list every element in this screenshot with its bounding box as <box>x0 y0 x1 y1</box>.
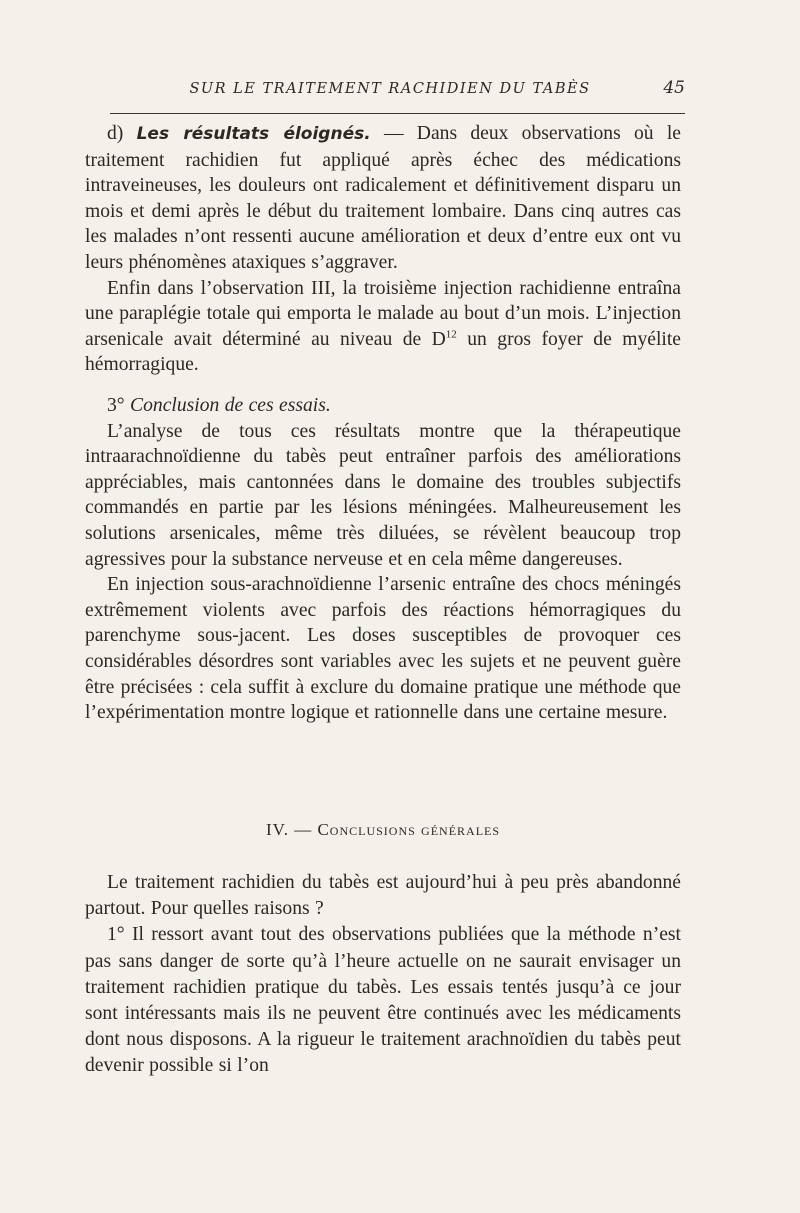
section-d-text-2b: un gros foyer de myélite hémorragique. <box>85 328 681 376</box>
section-d-text-2a: Enfin dans l’observation III, la troisième injection rachidienne entraîna une paraplégie totale qui emporta le malade au bout d’un mois. L’injection arsenicale avait déterminé au niveau de D <box>85 277 681 350</box>
section-d-paragraph-1 <box>85 121 681 276</box>
section-iv-paragraph-2: 1° Il ressort avant tout des observations publiées que la méthode n’est pas sans danger de sorte qu’à l’heure actuelle on ne saurait envisager un traitement rachidien pratique du tabès. Les essais tentés jusqu’à ce jour sont intéressants mais ils ne peuvent être continués avec les médicaments dont nous disposons. A la rigueur le traitement arachnoïdien du tabès peut devenir possible si l’on <box>85 924 681 1077</box>
section-3 <box>85 393 681 726</box>
header-rule <box>110 113 685 114</box>
section-3-paragraph-2: En injection sous-arachnoïdienne l’arsenic entraîne des chocs méningés extrêmement violents avec parfois des réactions hémorragiques du parenchyme sous-jacent. Les doses susceptibles de provoquer ces considérables désordres sont variables avec les sujets et ne peuvent guère être précisées : cela suffit à exclure du domaine pratique une méthode que l’expérimentation montre logique et rationnelle dans une certaine mesure. <box>85 574 681 724</box>
running-head <box>110 78 685 106</box>
section-iv-title: Conclusions générales <box>317 820 501 839</box>
section-3-marker: 3° <box>107 395 125 416</box>
section-d-title: Les résultats éloignés. <box>136 124 371 144</box>
section-d-superscript: 12 <box>445 328 457 341</box>
section-d-marker: d) <box>107 123 124 144</box>
running-head-title: SUR LE TRAITEMENT RACHIDIEN DU TABÈS <box>189 81 591 97</box>
section-iv-heading <box>85 820 681 840</box>
section-d-text-1: — Dans deux observations où le traitement rachidien fut appliqué après échec des médications intraveineuses, les douleurs ont radicalement et définitivement disparu un mois et demi après le début du traitement lombaire. Dans cinq autres cas les malades n’ont ressenti aucune amélioration et deux d’entre eux ont vu leurs phénomènes ataxiques s’aggraver. <box>85 123 681 273</box>
section-iv <box>85 870 681 1080</box>
section-3-heading <box>85 393 681 419</box>
section-iv-paragraph-1: Le traitement rachidien du tabès est aujourd’hui à peu près abandonné partout. Pour quelles raisons ? <box>85 872 681 920</box>
page-number: 45 <box>663 78 685 98</box>
section-d-paragraph-2 <box>85 276 681 378</box>
section-3-title: Conclusion de ces essais. <box>130 395 331 416</box>
section-iv-numeral: IV. <box>265 820 289 839</box>
section-iv-dash: — <box>288 820 318 839</box>
section-3-paragraph-1: L’analyse de tous ces résultats montre que la thérapeutique intraarachnoïdienne du tabès peut entraîner parfois des améliorations appréciables, mais cantonnées dans le domaine des troubles subjectifs commandés en partie par les lésions méningées. Malheureusement les solutions arsenicales, même très diluées, se révèlent beaucoup trop agressives pour la substance nerveuse et en cela même dangereuses. <box>85 420 681 570</box>
section-d <box>85 121 681 378</box>
